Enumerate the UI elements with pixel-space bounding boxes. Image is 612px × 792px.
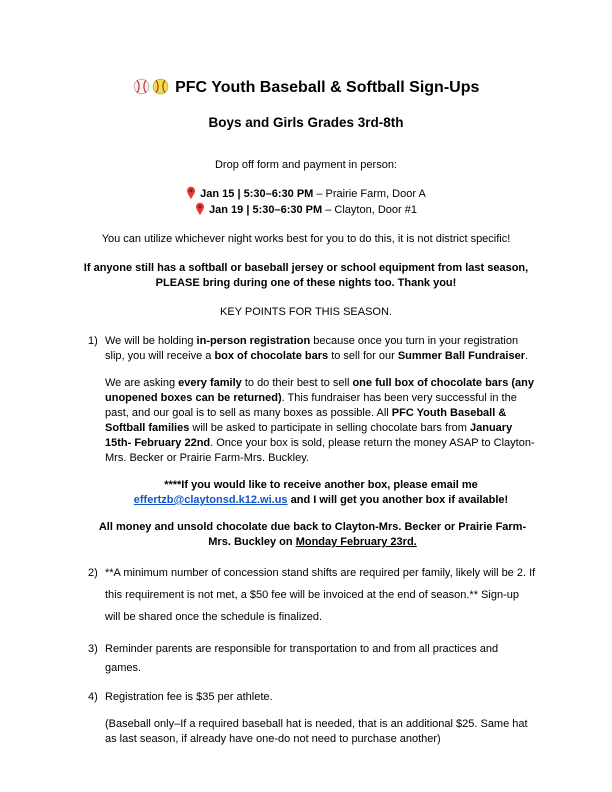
text-segment-bold: January 15th- February 22nd [105,422,513,449]
date-line-1 [75,186,537,202]
text-segment-bold: every family [178,377,242,389]
text-segment-bold: and I will get you another box if available! [287,494,509,506]
text-segment-bold: box of chocolate bars [214,350,329,362]
jersey-return-note: If anyone still has a softball or baseball jersey or school equipment from last season, PLEASE bring during one of these nights too. Thank you! [83,262,529,289]
date-line-2 [75,202,537,218]
date2-datetime: Jan 19 | 5:30–6:30 PM [209,204,323,216]
page-subtitle: Boys and Girls Grades 3rd-8th [208,115,404,130]
text-segment: We will be holding [105,335,197,347]
flexibility-note: You can utilize whichever night works best for you to do this, it is not district specific! [101,233,511,245]
key-points-list [88,334,537,747]
text-segment-bold: PFC Youth Baseball & Softball families [105,407,507,434]
item4-text: Registration fee is $35 per athlete. [105,691,273,703]
list-item-4 [88,690,537,747]
text-segment-bold: ****If you would like to receive another box, please email me [164,479,478,491]
item1-paragraph-1 [105,334,537,364]
text-segment: . [525,350,529,362]
text-segment: . This fundraiser has been very successful in the past, and our goal is to sell as many boxes as possible. All [105,392,517,419]
item1-paragraph-2 [105,376,537,466]
item4-content [105,690,537,747]
list-item-3 [88,640,537,678]
text-segment: . Once your box is sold, please return the money ASAP to Clayton-Mrs. Becker or Prairie Farm-Mrs. Buckley. [105,437,535,464]
date2-location: – Clayton, Door #1 [322,204,417,216]
page-title [75,78,537,98]
item2-text: **A minimum number of concession stand shifts are required per family, likely will be 2. If this requirement is not met, a $50 fee will be invoiced at the end of season.** Sign-up will be shared once the schedule is finalized. [105,567,536,623]
text-segment: because once you turn in your registration slip, you will receive a [105,335,519,362]
list-number-2: 2) [88,567,98,579]
page-title-text: PFC Youth Baseball & Softball Sign-Ups [175,79,480,96]
text-segment-bold: one full box of chocolate bars (any unopened boxes can be returned) [105,377,534,404]
list-number-3: 3) [88,643,98,655]
dropoff-dates [75,186,537,218]
key-points-heading: KEY POINTS FOR THIS SEASON. [220,306,392,318]
email-note [105,478,537,508]
list-number-1: 1) [88,335,98,347]
dropoff-intro: Drop off form and payment in person: [214,159,397,171]
item1-content [105,334,537,508]
list-item-1 [88,334,537,508]
text-segment: to do their best to sell [241,377,353,389]
pin-icon [195,202,205,216]
text-segment-bold: Summer Ball Fundraiser [397,350,525,362]
list-item-2 [88,562,537,628]
email-link[interactable]: effertzb@claytonsd.k12.wi.us [133,494,288,506]
date1-location: – Prairie Farm, Door A [313,188,426,200]
text-segment: will be asked to participate in selling chocolate bars from [189,422,470,434]
text-segment-bold: All money and unsold chocolate due back to Clayton-Mrs. Becker or Prairie Farm-Mrs. Buckley on [98,521,527,548]
text-segment: We are asking [105,377,179,389]
list-number-4: 4) [88,691,98,703]
text-segment-bold: in-person registration [196,335,311,347]
softball-icon [152,78,169,95]
pin-icon [186,186,196,200]
item3-content [105,640,537,678]
item2-content [105,562,537,628]
item3-text: Reminder parents are responsible for transportation to and from all practices and games. [105,643,499,674]
baseball-icon [133,78,150,95]
money-due-note [88,520,537,550]
due-date-underlined: Monday February 23rd. [295,536,417,548]
date1-datetime: Jan 15 | 5:30–6:30 PM [200,188,314,200]
item4-baseball-hat-note: (Baseball only–If a required baseball hat is needed, that is an additional $25. Same hat as last season, if already have one-do not need to purchase another) [105,718,528,745]
text-segment: to sell for our [328,350,398,362]
